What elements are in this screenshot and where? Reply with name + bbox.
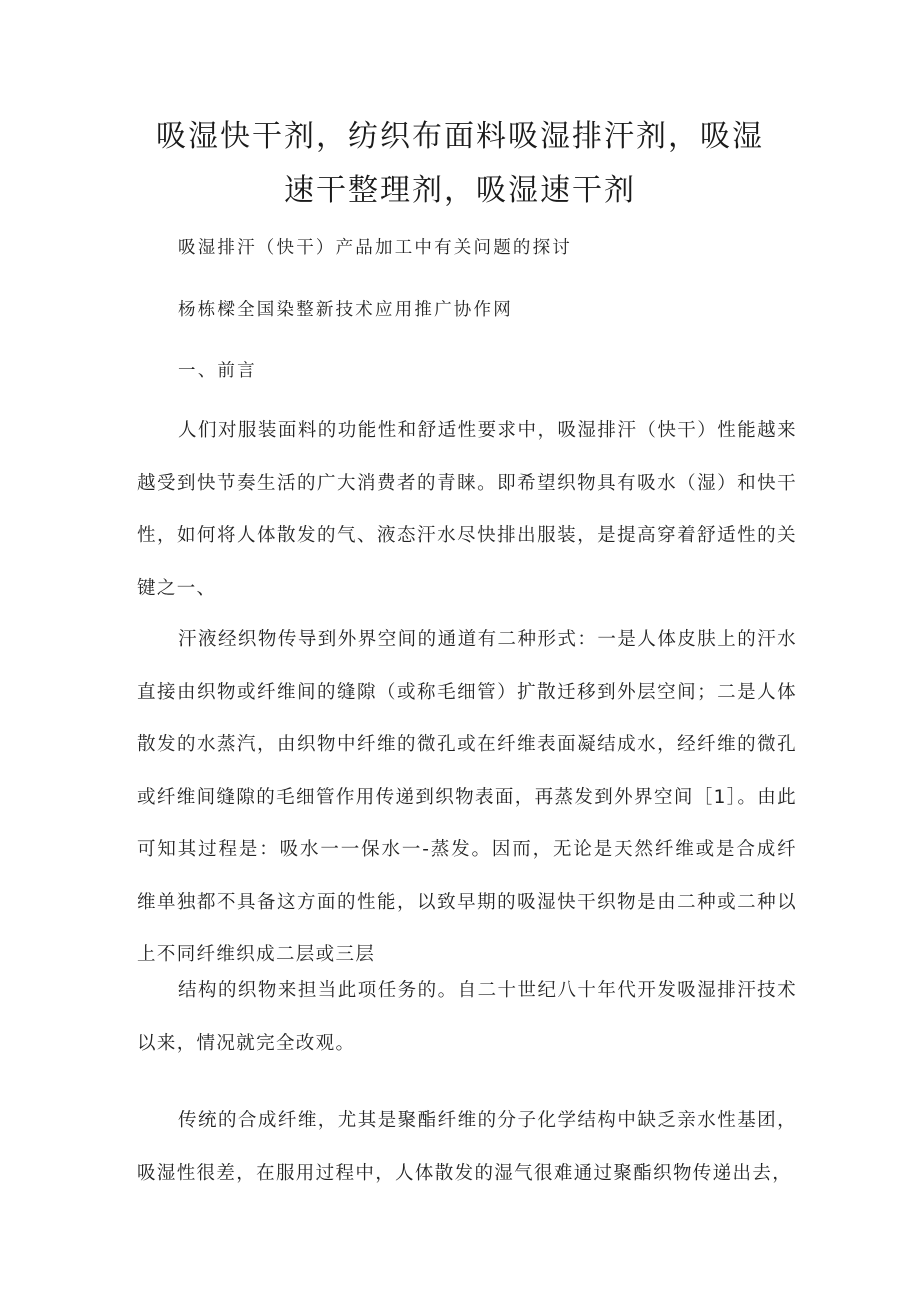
paragraph-3: 结构的织物来担当此项任务的。自二十世纪八十年代开发吸湿排汗技术以来，情况就完全改观。	[137, 980, 797, 1054]
title-line-2: 速干整理剂，吸湿速干剂	[284, 173, 636, 208]
paragraph-2: 汗液经织物传导到外界空间的通道有二种形式：一是人体皮肤上的汗水直接由织物或纤维间的缝隙（或称毛细管）扩散迁移到外层空间；二是人体散发的水蒸汽，由织物中纤维的微孔或在纤维表面凝结成水，经纤维的微孔或纤维间缝隙的毛细管作用传递到织物表面，再蒸发到外界空间［1］。由此可知其过程是：吸水一一保水一-蒸发。因而，无论是天然纤维或是合成纤维单独都不具备这方面的性能，以致早期的吸湿快干织物是由二种或二种以上不同纤维织成二层或三层	[137, 629, 797, 965]
subtitle: 吸湿排汗（快干）产品加工中有关问题的探讨	[178, 238, 572, 258]
section-heading: 一、前言	[178, 361, 257, 381]
paragraph-4: 传统的合成纤维，尤其是聚酯纤维的分子化学结构中缺乏亲水性基团，吸湿性很差，在服用过程中，人体散发的湿气很难通过聚酯织物传递出去，	[137, 1110, 797, 1184]
paragraph-1: 人们对服装面料的功能性和舒适性要求中，吸湿排汗（快干）性能越来越受到快节奏生活的广大消费者的青睐。即希望织物具有吸水（湿）和快干性，如何将人体散发的气、液态汗水尽快排出服装，是提高穿着舒适性的关键之一、	[137, 420, 797, 599]
title-line-1: 吸湿快干剂，纺织布面料吸湿排汗剂，吸湿	[156, 119, 764, 154]
document-title	[130, 110, 790, 218]
author-line: 杨栋樑全国染整新技术应用推广协作网	[178, 300, 513, 320]
